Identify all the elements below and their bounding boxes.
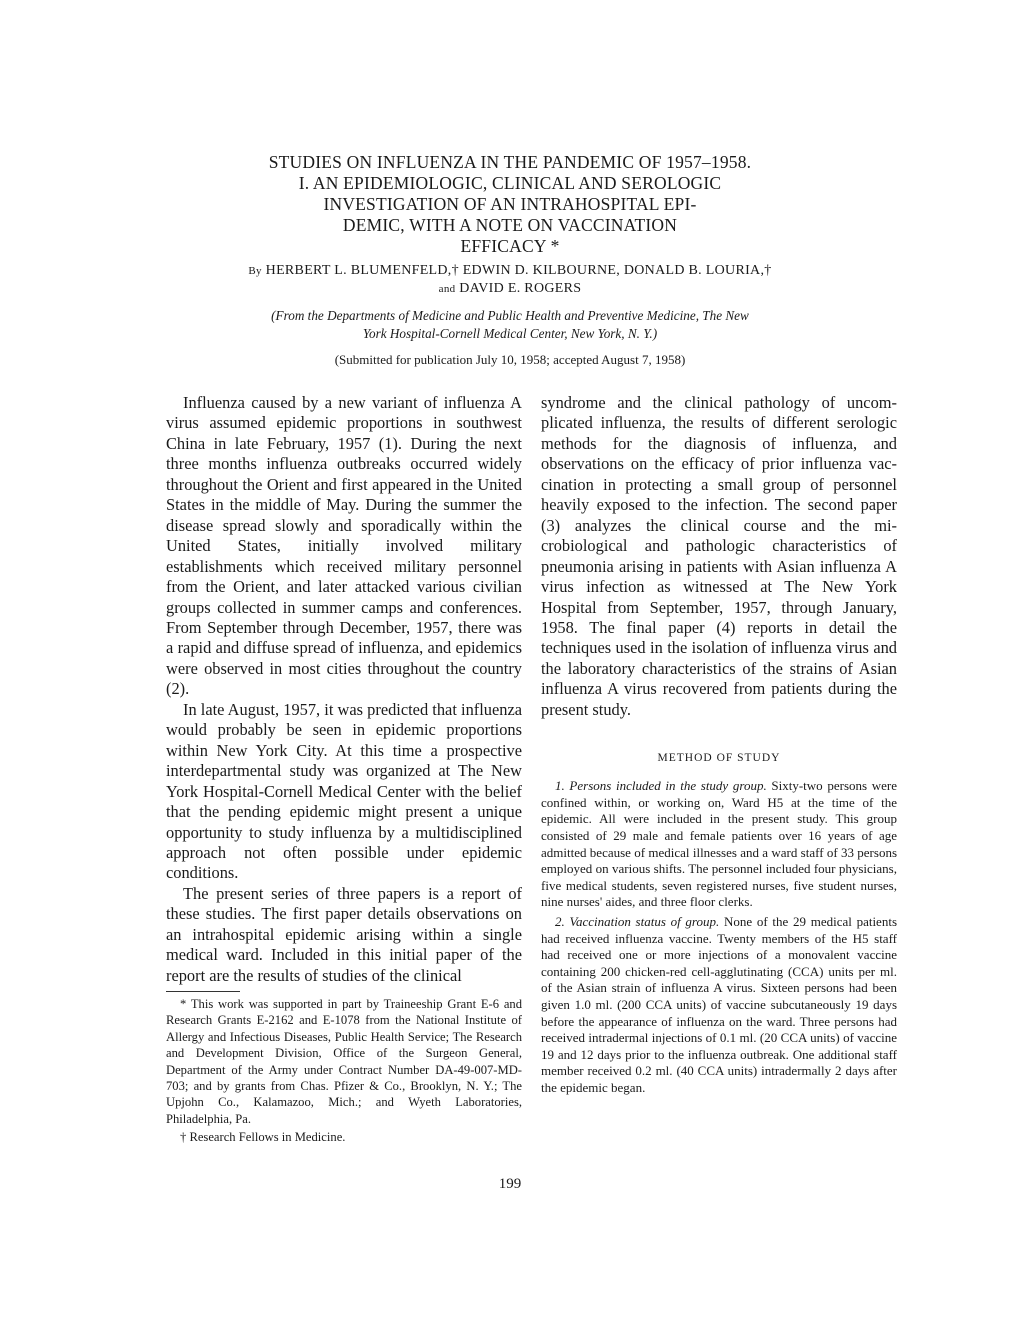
author-names-1: HERBERT L. BLUMENFELD,† EDWIN D. KILBOURNE, DONALD B. LOURIA,† xyxy=(265,263,772,278)
method-item-text: Sixty-two persons were confined within, or working on, Ward H5 at the time of the epidemic. All were included in the present study. This group consisted of 29 male and female patients over 16 years of age admitted because of medical illnesses and a ward staff of 33 persons employed on various shifts. The personnel included four physicians, five medical students, seven registered nurses, five student nurses, nine nurses' aides, and three floor clerks. xyxy=(541,778,897,910)
right-column-body xyxy=(541,393,897,720)
title-line: DEMIC, WITH A NOTE ON VACCINATION xyxy=(342,215,678,235)
title-line: EFFICACY * xyxy=(460,236,560,256)
submission-dates: (Submitted for publication July 10, 1958; accepted August 7, 1958) xyxy=(334,352,686,367)
article-title xyxy=(240,152,780,257)
footnote: * This work was supported in part by Traineeship Grant E-6 and Research Grants E-2162 and E-1078 from the National Institute of Allergy and Infectious Diseases, Public Health Service; The Research and Development Division, Office of the Surgeon General, Department of the Army under Contract Number DA-49-007-MD-703; and by grants from Chas. Pfizer & Co., Brooklyn, N. Y.; The Upjohn Co., Kalamazoo, Mich.; and Wyeth Laboratories, Philadelphia, Pa. xyxy=(166,997,522,1126)
method-section xyxy=(541,778,897,1096)
title-line: INVESTIGATION OF AN INTRAHOSPITAL EPI- xyxy=(323,194,697,214)
body-paragraph: The present series of three papers is a report of these studies. The first paper details observations on an intrahospital epidemic arising within a single medical ward. Included in this initial paper of the report are the results of studies of the clinical xyxy=(166,883,522,985)
affiliation xyxy=(190,307,830,343)
affiliation-line-2: York Hospital-Cornell Medical Center, New York, N. Y.) xyxy=(362,326,658,341)
author-names-2: DAVID E. ROGERS xyxy=(459,281,582,296)
body-paragraph: syndrome and the clinical pathology of uncomplicated influenza, the results of different serologic methods for the diagnosis of influenza, and observations on the efficacy of prior influenza vaccination in protecting a small group of personnel heavily exposed to the infection. The second paper (3) analyzes the clinical course and the microbiological and pathologic characteristics of pneumonia arising in patients with Asian influenza A virus infection as witnessed at The New York Hospital from September, 1957, through January, 1958. The final paper (4) reports in detail the techniques used in the isolation of influenza virus and the laboratory characteristics of the strains of Asian influenza A virus recovered from patients during the present study. xyxy=(541,393,897,719)
method-item-lead: 1. Persons included in the study group. xyxy=(555,778,767,794)
footnote: † Research Fellows in Medicine. xyxy=(180,1130,346,1145)
left-column xyxy=(166,393,522,986)
method-item xyxy=(541,778,897,911)
author-line-1 xyxy=(190,262,830,280)
author-list xyxy=(190,262,830,298)
method-item-lead: 2. Vaccination status of group. xyxy=(555,914,720,929)
by-label: By xyxy=(248,265,262,277)
body-paragraph: In late August, 1957, it was predicted that influenza would probably be seen in epidemic proportions within New York City. At this time a prospective interdepartmental study was organized at The New York Hospital-Cornell Medical Center with the belief that the pending epidemic might present a unique opportunity to study influenza by a multidisciplined approach not often possible under epidemic conditions. xyxy=(166,699,522,883)
title-line: STUDIES ON INFLUENZA IN THE PANDEMIC OF 1957–1958. xyxy=(268,152,752,172)
right-column xyxy=(541,393,897,1097)
footnotes xyxy=(166,996,522,1146)
footnote-divider xyxy=(166,991,240,992)
and-label: and xyxy=(438,283,456,295)
affiliation-line-1: (From the Departments of Medicine and Public Health and Preventive Medicine, The New xyxy=(271,308,749,323)
page-number: 199 xyxy=(498,1176,522,1192)
body-paragraph: Influenza caused by a new variant of influenza A virus assumed epidemic proportions in southwest China in late February, 1957 (1). During the next three months influenza outbreaks occurred widely throughout the Orient and first appeared in the United States in the middle of May. During the summer the disease spread slowly and sporadically within the United States, initially involved military establishments which received military personnel from the Orient, and later attacked various civilian groups collected in summer camps and conferences. From September through December, 1957, there was a rapid and diffuse spread of influenza, and epidemics were observed in most cities throughout the country (2). xyxy=(166,393,522,699)
author-line-2 xyxy=(190,280,830,298)
method-item-text: None of the 29 medical patients had received influenza vaccine. Twenty members of the H5 staff had received one or more injections of a monovalent vaccine containing 200 chicken-red cell-agglutinating (CCA) units per ml. of the Asian strain of influenza A virus. Sixteen persons had been given 1.0 ml. (200 CCA units) of vaccine subcutaneously 19 days before the appearance of influenza on the ward. Three persons had received intradermal injections of 0.1 ml. (20 CCA units) of vaccine 19 and 12 days prior to the influenza outbreak. One additional staff member received 0.2 ml. (40 CCA units) intradermally 2 days after the epidemic began. xyxy=(541,914,897,1095)
title-line: I. AN EPIDEMIOLOGIC, CLINICAL AND SEROLOGIC xyxy=(298,173,722,193)
method-item xyxy=(541,914,897,1097)
section-heading-method: METHOD OF STUDY xyxy=(657,752,781,765)
